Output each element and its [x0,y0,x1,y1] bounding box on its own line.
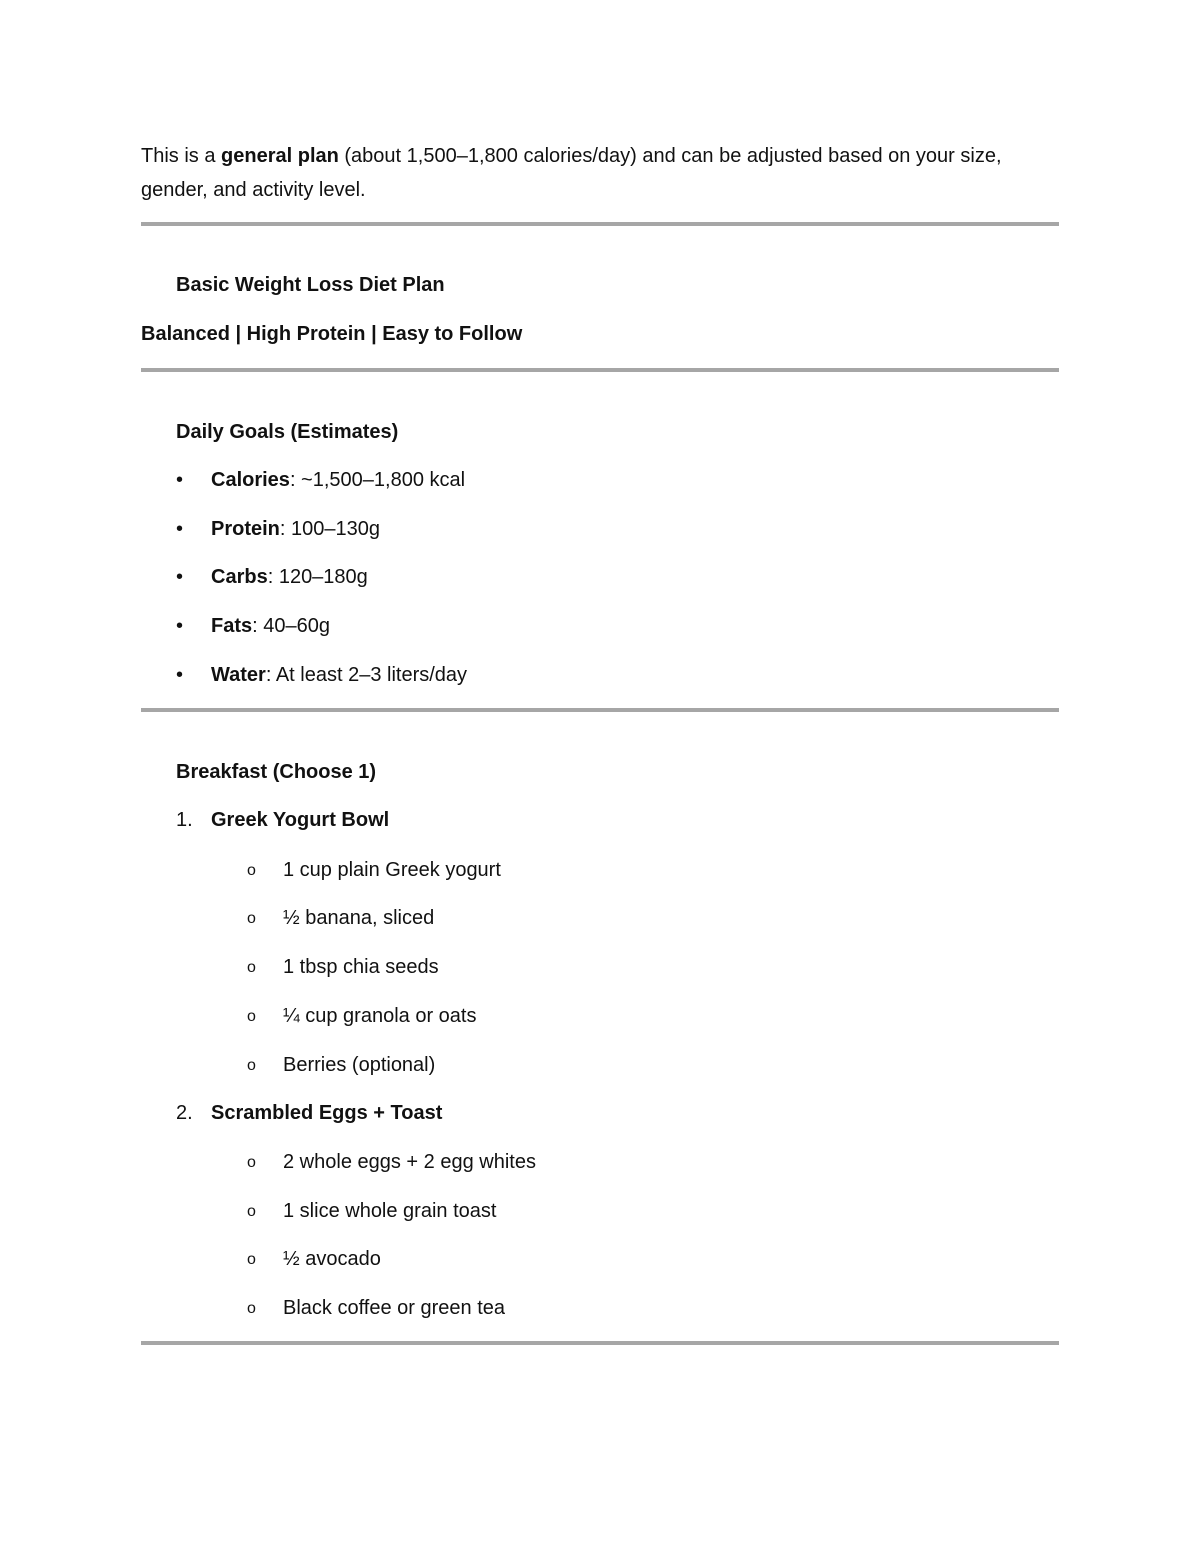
horizontal-rule [141,222,1059,226]
ingredient-item: ¼ cup granola or oats [283,1005,477,1027]
goal-item-calories [211,470,465,490]
ingredient-item: Berries (optional) [283,1054,436,1076]
horizontal-rule [141,1341,1059,1345]
sub-bullet-icon: o [247,1251,256,1268]
ingredient-item: ½ banana, sliced [283,907,435,929]
bullet-icon: • [176,664,184,686]
breakfast-heading: Breakfast (Choose 1) [176,761,377,783]
goal-value: : 120–180g [267,566,368,588]
sub-bullet-icon: o [247,862,256,879]
option-number: 1. [176,809,193,831]
intro-text-rest: (about 1,500–1,800 calories/day) and can be adjusted based on your size, [338,145,1002,167]
ingredient-item: Black coffee or green tea [283,1297,505,1319]
breakfast-option-greek-yogurt-bowl: Greek Yogurt Bowl [211,809,390,831]
bullet-icon: • [176,469,184,491]
sub-bullet-icon: o [247,1203,256,1220]
goal-value: : 40–60g [252,615,330,637]
goal-label: Calories [211,469,290,491]
ingredient-item: 2 whole eggs + 2 egg whites [283,1151,536,1173]
sub-bullet-icon: o [247,1300,256,1317]
goal-item-water [211,665,467,685]
bullet-icon: • [176,566,184,588]
horizontal-rule [141,368,1059,372]
goal-value: : At least 2–3 liters/day [265,664,468,686]
horizontal-rule [141,708,1059,712]
goal-label: Carbs [211,566,268,588]
ingredient-item: ½ avocado [283,1248,381,1270]
page-subtitle: Balanced | High Protein | Easy to Follow [141,323,523,345]
sub-bullet-icon: o [247,910,256,927]
intro-line-1 [141,146,1002,166]
goal-item-fats [211,616,330,636]
goal-value: : 100–130g [279,518,381,540]
goal-label: Protein [211,518,280,540]
goal-value: : ~1,500–1,800 kcal [289,469,466,491]
bullet-icon: • [176,615,184,637]
sub-bullet-icon: o [247,1154,256,1171]
sub-bullet-icon: o [247,959,256,976]
intro-bold-general-plan: general plan [221,145,339,167]
bullet-icon: • [176,518,184,540]
sub-bullet-icon: o [247,1008,256,1025]
goal-label: Fats [211,615,253,637]
ingredient-item: 1 tbsp chia seeds [283,956,439,978]
intro-line-2: gender, and activity level. [141,179,366,201]
daily-goals-heading: Daily Goals (Estimates) [176,421,399,443]
intro-text-start: This is a [141,145,222,167]
goal-label: Water [211,664,266,686]
goal-item-carbs [211,567,368,587]
option-number: 2. [176,1102,193,1124]
page-title: Basic Weight Loss Diet Plan [176,274,445,296]
ingredient-item: 1 cup plain Greek yogurt [283,859,501,881]
ingredient-item: 1 slice whole grain toast [283,1200,497,1222]
breakfast-option-scrambled-eggs-toast: Scrambled Eggs + Toast [211,1102,443,1124]
goal-item-protein [211,519,380,539]
sub-bullet-icon: o [247,1057,256,1074]
